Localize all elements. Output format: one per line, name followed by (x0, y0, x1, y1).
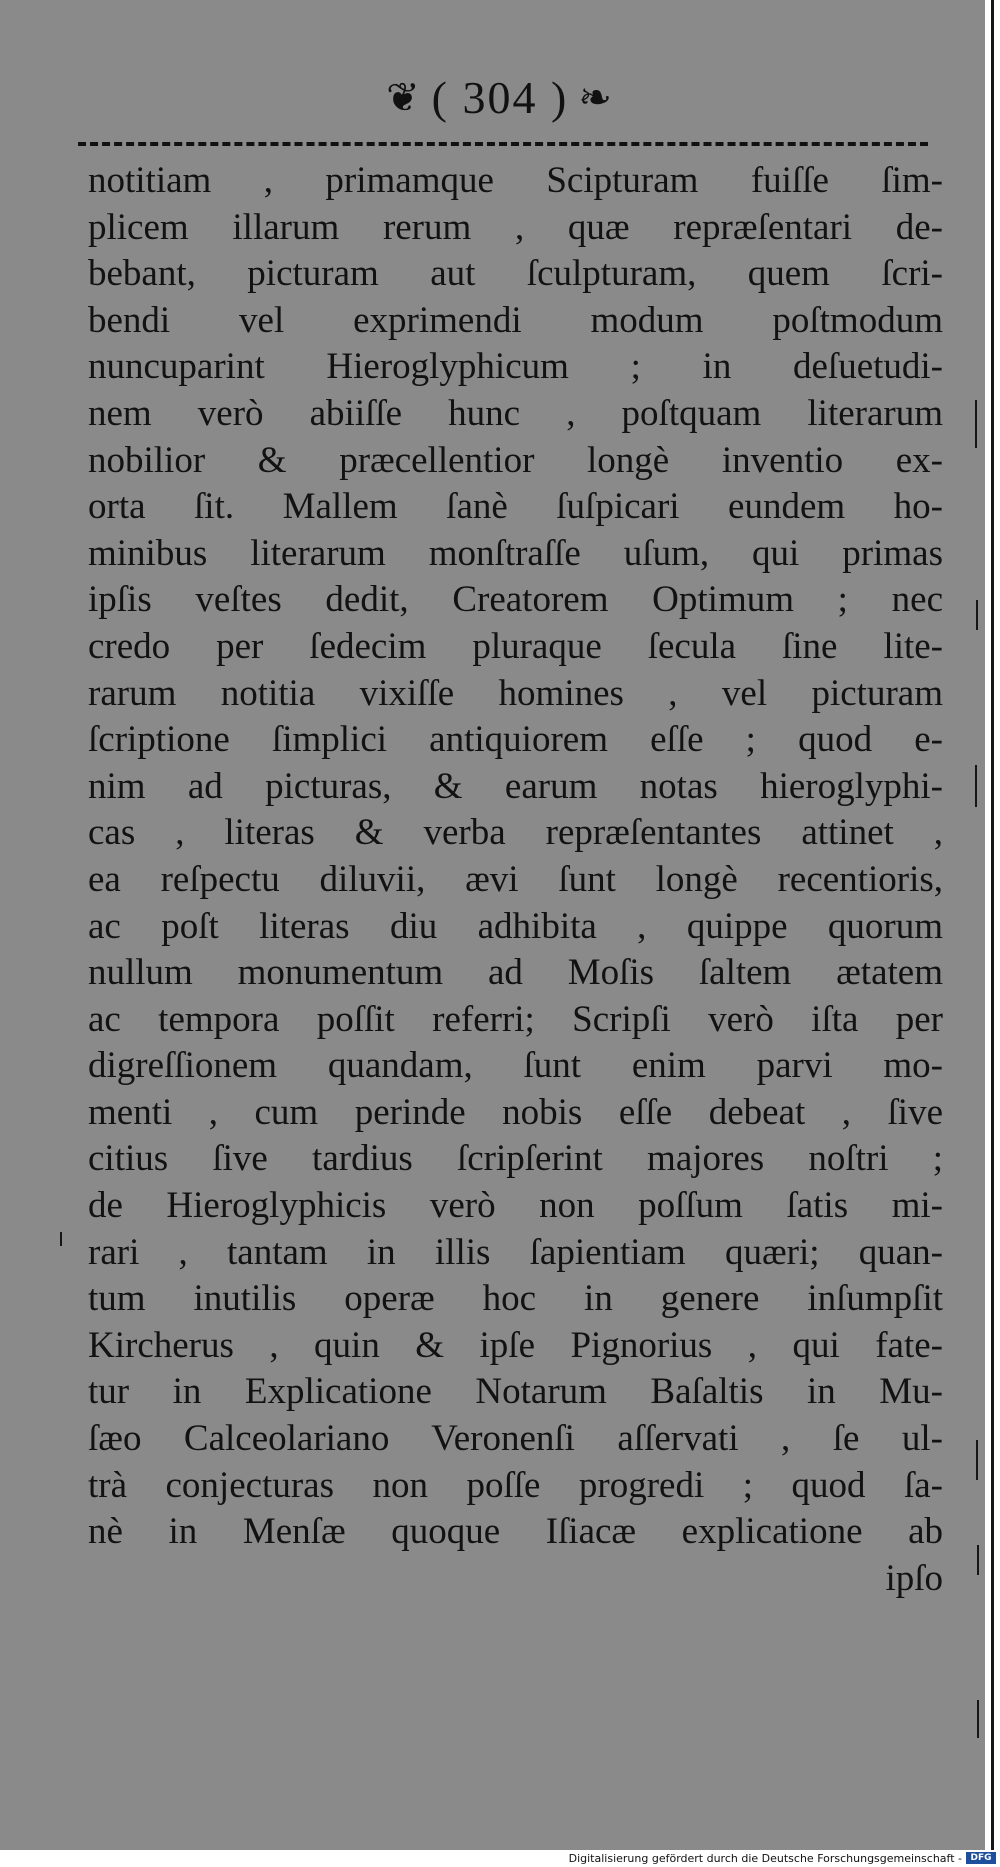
text-line: bendi vel exprimendi modum poſtmodum (88, 299, 943, 341)
text-line: ac poſt literas diu adhibita , quippe quorum (88, 905, 943, 947)
text-line: minibus literarum monſtraſſe uſum, qui primas (88, 532, 943, 574)
margin-mark (975, 400, 977, 448)
text-line: nuncuparint Hieroglyphicum ; in deſuetudi- (88, 346, 943, 388)
catchword: ipſo (885, 1557, 943, 1599)
text-line: menti , cum perinde nobis eſſe debeat , ſive (88, 1091, 943, 1133)
text-line: nim ad picturas, & earum notas hieroglyphi- (88, 765, 943, 807)
margin-mark (975, 765, 977, 807)
text-line: ac tempora poſſit referri; Scripſi verò iſta per (88, 998, 943, 1040)
page-number: ( 304 ) (431, 71, 569, 123)
body-text (88, 158, 943, 1602)
edge-rule (991, 0, 994, 1850)
margin-mark (977, 1545, 979, 1575)
digitization-credit: Digitalisierung gefördert durch die Deutsche Forschungsgemeinschaft - (568, 1852, 962, 1865)
margin-mark (976, 600, 978, 630)
text-line: cas , literas & verba repræſentantes attinet , (88, 812, 943, 854)
header-rule (78, 142, 928, 146)
dfg-logo: DFG (966, 1852, 996, 1864)
text-line: nullum monumentum ad Moſis ſaltem ætatem (88, 952, 943, 994)
text-line: rari , tantam in illis ſapientiam quæri; quan- (88, 1231, 943, 1273)
text-line: tum inutilis operæ hoc in genere inſumpſit (88, 1278, 943, 1320)
text-line: tur in Explicatione Notarum Baſaltis in Mu- (88, 1371, 943, 1413)
text-line: ea reſpectu diluvii, ævi ſunt longè recentioris, (88, 858, 943, 900)
ornament-left-icon: ❦ (386, 74, 422, 120)
text-line: rarum notitia vixiſſe homines , vel picturam (88, 672, 943, 714)
text-line: citius ſive tardius ſcripſerint majores noſtri ; (88, 1138, 943, 1180)
text-line: ipſis veſtes dedit, Creatorem Optimum ; nec (88, 579, 943, 621)
text-line: ſcriptione ſimplici antiquiorem eſſe ; quod e- (88, 719, 943, 761)
page-header (0, 66, 1000, 124)
text-line: trà conjecturas non poſſe progredi ; quod ſa- (88, 1464, 943, 1506)
text-line: credo per ſedecim pluraque ſecula ſine lite- (88, 625, 943, 667)
text-line: notitiam , primamque Scipturam fuiſſe ſim- (88, 160, 943, 201)
text-line: bebant, picturam aut ſculpturam, quem ſcri- (88, 253, 943, 295)
text-line: orta ſit. Mallem ſanè ſuſpicari eundem ho- (88, 486, 943, 528)
ornament-right-icon: ❧ (578, 74, 614, 120)
text-line: digreſſionem quandam, ſunt enim parvi mo- (88, 1045, 943, 1087)
text-line: ſæo Calceolariano Veronenſi aſſervati , ſe ul- (88, 1418, 943, 1460)
margin-mark (60, 1232, 62, 1246)
margin-mark (976, 1440, 978, 1480)
text-line: nem verò abiiſſe hunc , poſtquam literarum (88, 392, 943, 434)
right-margin (985, 0, 1000, 1850)
text-line: Kircherus , quin & ipſe Pignorius , qui fate- (88, 1324, 943, 1366)
text-line: de Hieroglyphicis verò non poſſum ſatis mi- (88, 1185, 943, 1227)
text-line: nobilior & præcellentior longè inventio ex- (88, 439, 943, 481)
margin-mark (977, 1700, 979, 1738)
text-line: nè in Menſæ quoque Iſiacæ explicatione ab (88, 1511, 943, 1553)
text-line: plicem illarum rerum , quæ repræſentari de- (88, 206, 943, 248)
